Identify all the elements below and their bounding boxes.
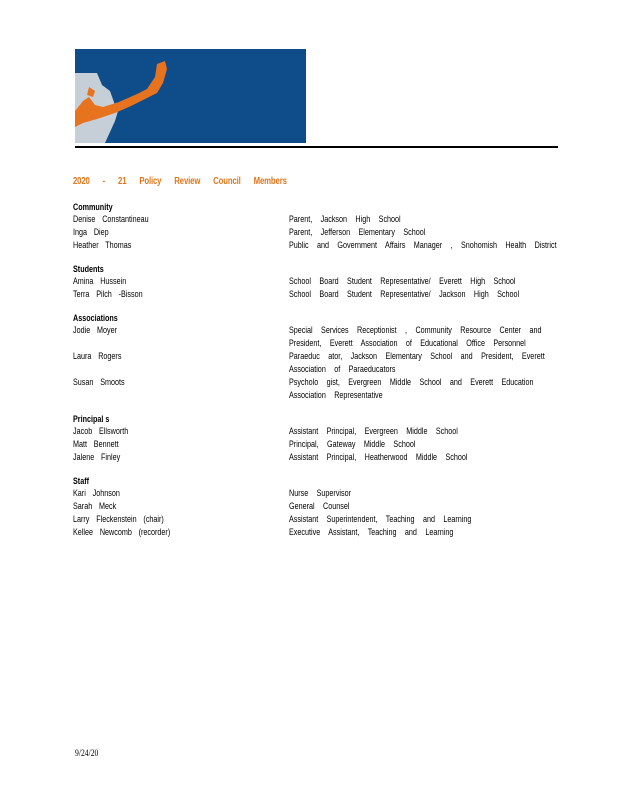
- member-name-text: Sarah Meck: [73, 501, 117, 511]
- member-name-text: Inga Diep: [73, 227, 109, 237]
- member-role: [289, 324, 569, 350]
- section-principal-s: [73, 414, 573, 464]
- member-name: [73, 324, 289, 350]
- member-name: [73, 226, 289, 239]
- member-row: [73, 526, 573, 539]
- member-row: [73, 451, 573, 464]
- member-row: [73, 376, 573, 402]
- member-row: [73, 226, 573, 239]
- section-community: [73, 202, 573, 252]
- header-rule: [75, 146, 558, 148]
- member-role-text: Paraeduc ator, Jackson Elementary School and President, Everett Association of Paraeducators: [289, 351, 545, 374]
- member-role-text: Public and Government Affairs Manager , Snohomish Health District: [289, 240, 557, 250]
- member-name-text: Kellee Newcomb (recorder): [73, 527, 171, 537]
- member-name: [73, 376, 289, 402]
- member-name: [73, 438, 289, 451]
- member-role-text: School Board Student Representative/ Jackson High School: [289, 289, 520, 299]
- member-role: [289, 275, 569, 288]
- member-name-text: Laura Rogers: [73, 351, 122, 361]
- member-name-text: Jalene Finley: [73, 452, 121, 462]
- member-role: [289, 376, 569, 402]
- member-row: [73, 513, 573, 526]
- member-row: [73, 500, 573, 513]
- member-row: [73, 487, 573, 500]
- member-name: [73, 288, 289, 301]
- member-row: [73, 425, 573, 438]
- member-role-text: School Board Student Representative/ Everett High School: [289, 276, 516, 286]
- member-name: [73, 513, 289, 526]
- member-name-text: Larry Fleckenstein (chair): [73, 514, 164, 524]
- section-heading: Students: [73, 264, 104, 274]
- district-logo: [75, 49, 306, 143]
- member-role-text: Parent, Jefferson Elementary School: [289, 227, 426, 237]
- member-name-text: Susan Smoots: [73, 377, 125, 387]
- member-role: [289, 239, 569, 252]
- footer-date: 9/24/20: [75, 748, 99, 758]
- member-name-text: Heather Thomas: [73, 240, 132, 250]
- member-role-text: Nurse Supervisor: [289, 488, 352, 498]
- member-role-text: Assistant Principal, Evergreen Middle School: [289, 426, 458, 436]
- member-name-text: Denise Constantineau: [73, 214, 149, 224]
- member-role-text: Assistant Principal, Heatherwood Middle School: [289, 452, 468, 462]
- member-name: [73, 350, 289, 376]
- member-role: [289, 288, 569, 301]
- section-heading: Associations: [73, 313, 118, 323]
- member-role-text: Executive Assistant, Teaching and Learning: [289, 527, 454, 537]
- member-role: [289, 226, 569, 239]
- member-role: [289, 425, 569, 438]
- member-list: [73, 202, 573, 551]
- member-row: [73, 288, 573, 301]
- section-heading: Principal s: [73, 414, 110, 424]
- member-role-text: Parent, Jackson High School: [289, 214, 401, 224]
- member-row: [73, 275, 573, 288]
- member-role-text: Assistant Superintendent, Teaching and Learning: [289, 514, 472, 524]
- member-row: [73, 239, 573, 252]
- member-role: [289, 451, 569, 464]
- member-row: [73, 324, 573, 350]
- section-heading: Staff: [73, 476, 89, 486]
- member-name: [73, 425, 289, 438]
- member-row: [73, 438, 573, 451]
- section-heading: Community: [73, 202, 113, 212]
- member-name-text: Amina Hussein: [73, 276, 127, 286]
- member-role: [289, 500, 569, 513]
- section-students: [73, 264, 573, 301]
- member-name: [73, 275, 289, 288]
- member-role: [289, 487, 569, 500]
- member-name-text: Matt Bennett: [73, 439, 119, 449]
- member-role: [289, 438, 569, 451]
- member-name-text: Jodie Moyer: [73, 325, 118, 335]
- member-role: [289, 213, 569, 226]
- member-name-text: Jacob Ellsworth: [73, 426, 129, 436]
- member-name: [73, 213, 289, 226]
- member-name-text: Kari Johnson: [73, 488, 120, 498]
- page-title: 2020 - 21 Policy Review Council Members: [73, 176, 287, 187]
- member-role-text: Special Services Receptionist , Community Resource Center and President, Everett Association of Educational Office Personnel: [289, 325, 542, 348]
- member-name: [73, 451, 289, 464]
- member-role-text: Principal, Gateway Middle School: [289, 439, 416, 449]
- logo-graphic: [75, 49, 306, 143]
- member-role-text: Psycholo gist, Evergreen Middle School and Everett Education Association Representative: [289, 377, 534, 400]
- member-name: [73, 526, 289, 539]
- member-name-text: Terra Pilch -Bisson: [73, 289, 143, 299]
- section-associations: [73, 313, 573, 402]
- member-name: [73, 487, 289, 500]
- member-role: [289, 513, 569, 526]
- member-name: [73, 239, 289, 252]
- member-role-text: General Counsel: [289, 501, 350, 511]
- member-name: [73, 500, 289, 513]
- member-role: [289, 526, 569, 539]
- member-row: [73, 213, 573, 226]
- section-staff: [73, 476, 573, 539]
- member-role: [289, 350, 569, 376]
- member-row: [73, 350, 573, 376]
